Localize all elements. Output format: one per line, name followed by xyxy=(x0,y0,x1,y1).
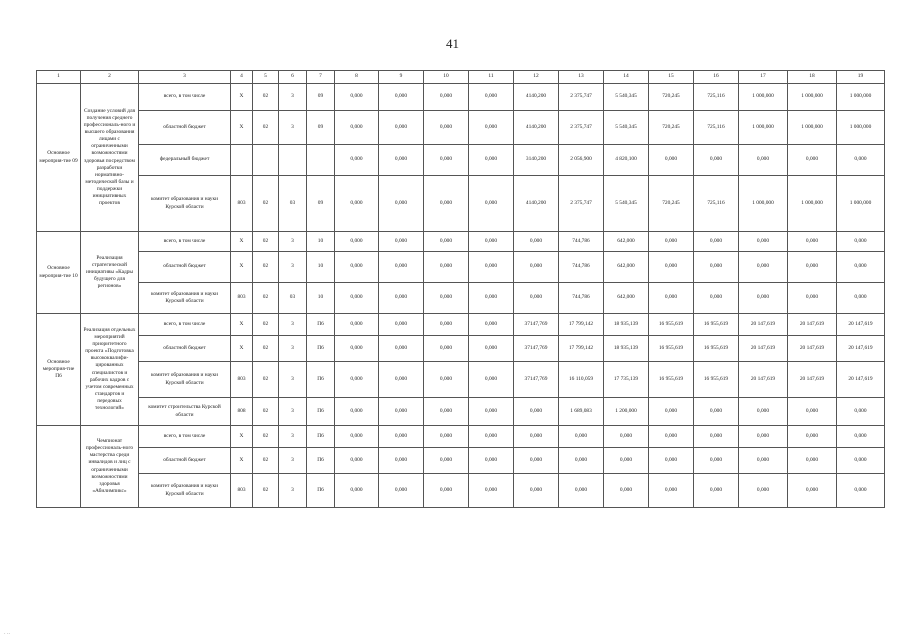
value-cell: 0,000 xyxy=(739,145,788,176)
value-cell: 3 xyxy=(279,362,307,398)
value-cell: 09 xyxy=(307,111,335,145)
value-cell: 0,000 xyxy=(559,448,604,474)
value-cell: 2 375,747 xyxy=(559,84,604,111)
value-cell: 0,000 xyxy=(649,145,694,176)
value-cell: 37147,769 xyxy=(514,336,559,362)
value-cell: 0,000 xyxy=(335,84,379,111)
funding-source-cell: комитет образования и науки Курской области xyxy=(139,362,231,398)
value-cell: 0,000 xyxy=(739,252,788,283)
value-cell: 0,000 xyxy=(469,145,514,176)
value-cell: 3140,200 xyxy=(514,145,559,176)
table-row xyxy=(37,232,885,252)
funding-source-cell: комитет строительства Курской области xyxy=(139,398,231,426)
value-cell: 0,000 xyxy=(788,252,837,283)
value-cell: 0,000 xyxy=(424,314,469,336)
value-cell: 720,245 xyxy=(649,176,694,232)
value-cell: 3 xyxy=(279,426,307,448)
value-cell: 0,000 xyxy=(379,362,424,398)
column-number: 10 xyxy=(424,71,469,84)
column-number: 19 xyxy=(837,71,885,84)
table-row xyxy=(37,252,885,283)
value-cell: 0,000 xyxy=(335,398,379,426)
value-cell: 0,000 xyxy=(469,84,514,111)
value-cell: 20 147,619 xyxy=(739,336,788,362)
value-cell: 0,000 xyxy=(379,111,424,145)
value-cell: 0,000 xyxy=(694,474,739,508)
value-cell: Х xyxy=(231,314,253,336)
value-cell: 0,000 xyxy=(788,283,837,314)
value-cell: 0,000 xyxy=(424,84,469,111)
value-cell: Х xyxy=(231,426,253,448)
value-cell: 0,000 xyxy=(694,283,739,314)
value-cell: 0,000 xyxy=(335,145,379,176)
value-cell: 0,000 xyxy=(837,448,885,474)
value-cell: 720,245 xyxy=(649,111,694,145)
value-cell: П6 xyxy=(307,314,335,336)
value-cell: 20 147,619 xyxy=(837,362,885,398)
value-cell: 0,000 xyxy=(379,84,424,111)
page-number: 41 xyxy=(446,36,459,51)
value-cell: 3 xyxy=(279,314,307,336)
value-cell: 1 000,000 xyxy=(788,84,837,111)
value-cell: 0,000 xyxy=(514,398,559,426)
funding-source-cell: комитет образования и науки Курской области xyxy=(139,176,231,232)
value-cell: 0,000 xyxy=(559,474,604,508)
value-cell: 0,000 xyxy=(739,232,788,252)
event-code-cell: Основное мероприя-тие 09 xyxy=(37,84,81,232)
event-code-cell xyxy=(37,426,81,508)
column-number: 18 xyxy=(788,71,837,84)
value-cell: 03 xyxy=(279,176,307,232)
value-cell: 0,000 xyxy=(837,474,885,508)
column-number: 9 xyxy=(379,71,424,84)
value-cell: 0,000 xyxy=(694,448,739,474)
value-cell: 20 147,619 xyxy=(788,362,837,398)
value-cell: 0,000 xyxy=(469,474,514,508)
value-cell: 803 xyxy=(231,474,253,508)
value-cell: 0,000 xyxy=(739,474,788,508)
funding-source-cell: областной бюджет xyxy=(139,252,231,283)
value-cell: 0,000 xyxy=(379,474,424,508)
table-row xyxy=(37,362,885,398)
value-cell: 09 xyxy=(307,84,335,111)
value-cell: 1 000,000 xyxy=(837,84,885,111)
value-cell: 0,000 xyxy=(424,145,469,176)
value-cell: 20 147,619 xyxy=(739,314,788,336)
value-cell: 1 000,000 xyxy=(788,176,837,232)
value-cell: 3 xyxy=(279,232,307,252)
value-cell: 02 xyxy=(253,448,279,474)
value-cell: 0,000 xyxy=(469,398,514,426)
value-cell: 0,000 xyxy=(788,474,837,508)
table-row xyxy=(37,145,885,176)
value-cell: 5 540,345 xyxy=(604,176,649,232)
value-cell: 0,000 xyxy=(469,426,514,448)
column-number: 12 xyxy=(514,71,559,84)
value-cell: 18 935,139 xyxy=(604,314,649,336)
column-number: 11 xyxy=(469,71,514,84)
value-cell: Х xyxy=(231,252,253,283)
value-cell: 1 000,000 xyxy=(739,176,788,232)
value-cell: 18 935,139 xyxy=(604,336,649,362)
value-cell: 02 xyxy=(253,336,279,362)
value-cell: 20 147,619 xyxy=(788,336,837,362)
table-row xyxy=(37,448,885,474)
value-cell: Х xyxy=(231,232,253,252)
column-number-row xyxy=(37,71,885,84)
value-cell: 16 955,619 xyxy=(694,314,739,336)
value-cell: 0,000 xyxy=(514,426,559,448)
value-cell xyxy=(279,145,307,176)
value-cell: 0,000 xyxy=(837,232,885,252)
value-cell: 0,000 xyxy=(514,474,559,508)
value-cell: 02 xyxy=(253,84,279,111)
event-name-cell: Создание условий для получения среднего профессиональ-ного и высшего образования лицами с ограниченными возможностями здоровья посредством разработки нормативно-методической базы и поддержки инициативных проектов xyxy=(81,84,139,232)
value-cell: 725,116 xyxy=(694,176,739,232)
column-number: 4 xyxy=(231,71,253,84)
funding-source-cell: федеральный бюджет xyxy=(139,145,231,176)
value-cell: 0,000 xyxy=(694,145,739,176)
value-cell: П6 xyxy=(307,398,335,426)
value-cell: 0,000 xyxy=(837,252,885,283)
value-cell: 0,000 xyxy=(469,176,514,232)
value-cell: 0,000 xyxy=(788,398,837,426)
value-cell: 20 147,619 xyxy=(788,314,837,336)
value-cell: 0,000 xyxy=(694,426,739,448)
column-number: 6 xyxy=(279,71,307,84)
value-cell: 16 955,619 xyxy=(649,362,694,398)
funding-source-cell: комитет образования и науки Курской области xyxy=(139,474,231,508)
column-number: 15 xyxy=(649,71,694,84)
table-row xyxy=(37,398,885,426)
value-cell: 0,000 xyxy=(379,314,424,336)
value-cell: 0,000 xyxy=(604,448,649,474)
value-cell: 0,000 xyxy=(335,362,379,398)
value-cell: П6 xyxy=(307,362,335,398)
value-cell: 0,000 xyxy=(604,426,649,448)
value-cell: 0,000 xyxy=(469,283,514,314)
table-row xyxy=(37,84,885,111)
value-cell: 0,000 xyxy=(788,232,837,252)
column-number: 13 xyxy=(559,71,604,84)
value-cell: 0,000 xyxy=(424,448,469,474)
value-cell: 0,000 xyxy=(788,145,837,176)
value-cell: 02 xyxy=(253,111,279,145)
value-cell: 0,000 xyxy=(649,283,694,314)
value-cell: 02 xyxy=(253,398,279,426)
value-cell: 0,000 xyxy=(469,232,514,252)
column-number: 2 xyxy=(81,71,139,84)
funding-source-cell: областной бюджет xyxy=(139,111,231,145)
value-cell: 1 000,000 xyxy=(788,111,837,145)
value-cell: 0,000 xyxy=(379,176,424,232)
value-cell: 17 799,142 xyxy=(559,336,604,362)
value-cell: 0,000 xyxy=(469,336,514,362)
value-cell: 0,000 xyxy=(424,252,469,283)
value-cell: 3 xyxy=(279,398,307,426)
value-cell: 02 xyxy=(253,252,279,283)
value-cell: 16 955,619 xyxy=(649,336,694,362)
value-cell: 03 xyxy=(279,283,307,314)
value-cell: 1 000,000 xyxy=(739,84,788,111)
column-number: 3 xyxy=(139,71,231,84)
value-cell: 02 xyxy=(253,314,279,336)
value-cell: 16 955,619 xyxy=(694,362,739,398)
value-cell: 0,000 xyxy=(335,176,379,232)
value-cell xyxy=(307,145,335,176)
scan-mark: . .. xyxy=(4,630,10,636)
value-cell: 0,000 xyxy=(335,111,379,145)
value-cell: 09 xyxy=(307,176,335,232)
value-cell: 0,000 xyxy=(604,474,649,508)
value-cell: 0,000 xyxy=(514,448,559,474)
value-cell: 3 xyxy=(279,111,307,145)
value-cell: 808 xyxy=(231,398,253,426)
value-cell: 1 200,000 xyxy=(604,398,649,426)
value-cell: 744,786 xyxy=(559,252,604,283)
value-cell: 0,000 xyxy=(694,252,739,283)
value-cell: 2 056,900 xyxy=(559,145,604,176)
table-row xyxy=(37,176,885,232)
value-cell: 16 955,619 xyxy=(649,314,694,336)
value-cell: 0,000 xyxy=(379,448,424,474)
value-cell: 5 540,345 xyxy=(604,84,649,111)
value-cell: 5 540,345 xyxy=(604,111,649,145)
column-number: 5 xyxy=(253,71,279,84)
funding-source-cell: всего, в том числе xyxy=(139,232,231,252)
value-cell: 0,000 xyxy=(424,283,469,314)
value-cell: 16 110,059 xyxy=(559,362,604,398)
value-cell: 0,000 xyxy=(837,398,885,426)
value-cell: 0,000 xyxy=(379,398,424,426)
funding-source-cell: всего, в том числе xyxy=(139,426,231,448)
value-cell: 20 147,619 xyxy=(739,362,788,398)
value-cell: 3 xyxy=(279,448,307,474)
table-row xyxy=(37,314,885,336)
value-cell: 20 147,619 xyxy=(837,314,885,336)
value-cell: 0,000 xyxy=(739,398,788,426)
value-cell: 16 955,619 xyxy=(694,336,739,362)
value-cell: 0,000 xyxy=(514,283,559,314)
value-cell: 0,000 xyxy=(335,252,379,283)
value-cell: 02 xyxy=(253,426,279,448)
value-cell: 0,000 xyxy=(514,232,559,252)
table-row xyxy=(37,474,885,508)
value-cell: 725,116 xyxy=(694,84,739,111)
event-name-cell: Реализация стратегической инициативы «Кадры будущего для регионов» xyxy=(81,232,139,314)
funding-source-cell: областной бюджет xyxy=(139,336,231,362)
value-cell: 17 735,139 xyxy=(604,362,649,398)
budget-table xyxy=(36,70,885,508)
value-cell: 0,000 xyxy=(559,426,604,448)
value-cell: 0,000 xyxy=(379,252,424,283)
value-cell: 0,000 xyxy=(837,283,885,314)
value-cell: 0,000 xyxy=(694,232,739,252)
value-cell: Х xyxy=(231,336,253,362)
value-cell: 2 375,747 xyxy=(559,176,604,232)
value-cell: 0,000 xyxy=(649,474,694,508)
column-number: 7 xyxy=(307,71,335,84)
value-cell: 1 000,000 xyxy=(837,176,885,232)
value-cell: 0,000 xyxy=(514,252,559,283)
value-cell: 0,000 xyxy=(424,426,469,448)
table-row xyxy=(37,111,885,145)
value-cell: 4140,200 xyxy=(514,176,559,232)
table-row xyxy=(37,283,885,314)
column-number: 16 xyxy=(694,71,739,84)
value-cell: 0,000 xyxy=(335,314,379,336)
value-cell: 0,000 xyxy=(649,232,694,252)
value-cell: 37147,769 xyxy=(514,362,559,398)
value-cell: 10 xyxy=(307,283,335,314)
value-cell: 0,000 xyxy=(788,426,837,448)
value-cell: 02 xyxy=(253,232,279,252)
value-cell: 642,000 xyxy=(604,252,649,283)
value-cell: 0,000 xyxy=(739,283,788,314)
event-code-cell: Основное мероприя-тие П6 xyxy=(37,314,81,426)
value-cell: 1 000,000 xyxy=(739,111,788,145)
value-cell: 3 xyxy=(279,252,307,283)
value-cell: 744,786 xyxy=(559,232,604,252)
value-cell: 0,000 xyxy=(335,474,379,508)
value-cell xyxy=(253,145,279,176)
value-cell: 0,000 xyxy=(837,426,885,448)
value-cell: 0,000 xyxy=(379,283,424,314)
value-cell: Х xyxy=(231,448,253,474)
value-cell: 0,000 xyxy=(649,252,694,283)
value-cell: 02 xyxy=(253,283,279,314)
value-cell: 0,000 xyxy=(649,426,694,448)
value-cell: П6 xyxy=(307,448,335,474)
value-cell: 0,000 xyxy=(837,145,885,176)
value-cell: 4140,200 xyxy=(514,84,559,111)
value-cell: 0,000 xyxy=(469,362,514,398)
value-cell: 0,000 xyxy=(335,448,379,474)
event-name-cell: Чемпионат профессиональ-ного мастерства среди инвалидов и лиц с ограниченными возможностями здоровья «Абилимпикс» xyxy=(81,426,139,508)
value-cell: 642,000 xyxy=(604,283,649,314)
value-cell: 803 xyxy=(231,283,253,314)
value-cell: 744,786 xyxy=(559,283,604,314)
value-cell: 17 799,142 xyxy=(559,314,604,336)
value-cell: 0,000 xyxy=(335,232,379,252)
value-cell: 0,000 xyxy=(424,336,469,362)
value-cell: 0,000 xyxy=(469,314,514,336)
value-cell: 0,000 xyxy=(335,336,379,362)
value-cell: 02 xyxy=(253,362,279,398)
funding-source-cell: всего, в том числе xyxy=(139,314,231,336)
value-cell: 803 xyxy=(231,362,253,398)
value-cell: 0,000 xyxy=(379,232,424,252)
value-cell: 3 xyxy=(279,84,307,111)
value-cell: 0,000 xyxy=(424,362,469,398)
value-cell: 0,000 xyxy=(649,448,694,474)
value-cell: 0,000 xyxy=(739,426,788,448)
value-cell: 3 xyxy=(279,336,307,362)
value-cell: 10 xyxy=(307,252,335,283)
value-cell: 0,000 xyxy=(469,111,514,145)
value-cell: 0,000 xyxy=(424,398,469,426)
value-cell: 0,000 xyxy=(788,448,837,474)
value-cell: 725,116 xyxy=(694,111,739,145)
value-cell: 0,000 xyxy=(379,336,424,362)
column-number: 8 xyxy=(335,71,379,84)
value-cell: 0,000 xyxy=(379,145,424,176)
value-cell: П6 xyxy=(307,474,335,508)
funding-source-cell: комитет образования и науки Курской области xyxy=(139,283,231,314)
value-cell: 0,000 xyxy=(424,176,469,232)
value-cell: 0,000 xyxy=(424,474,469,508)
value-cell: 02 xyxy=(253,176,279,232)
value-cell: 10 xyxy=(307,232,335,252)
table-row xyxy=(37,426,885,448)
value-cell: 0,000 xyxy=(379,426,424,448)
value-cell: Х xyxy=(231,84,253,111)
value-cell: Х xyxy=(231,111,253,145)
value-cell: П6 xyxy=(307,426,335,448)
event-name-cell: Реализация отдельных мероприятий приоритетного проекта «Подготовка высококвалифи-цированных специалистов и рабочих кадров с учетом современных стандартов и передовых технологий» xyxy=(81,314,139,426)
value-cell: 20 147,619 xyxy=(837,336,885,362)
column-number: 17 xyxy=(739,71,788,84)
value-cell: 803 xyxy=(231,176,253,232)
value-cell: 0,000 xyxy=(739,448,788,474)
value-cell: 4140,200 xyxy=(514,111,559,145)
funding-source-cell: всего, в том числе xyxy=(139,84,231,111)
value-cell: 0,000 xyxy=(469,448,514,474)
value-cell: 642,000 xyxy=(604,232,649,252)
value-cell: 0,000 xyxy=(694,398,739,426)
value-cell: 1 689,083 xyxy=(559,398,604,426)
table-row xyxy=(37,336,885,362)
value-cell: 0,000 xyxy=(424,111,469,145)
value-cell xyxy=(231,145,253,176)
funding-source-cell: областной бюджет xyxy=(139,448,231,474)
column-number: 14 xyxy=(604,71,649,84)
value-cell: 3 xyxy=(279,474,307,508)
value-cell: 720,245 xyxy=(649,84,694,111)
column-number: 1 xyxy=(37,71,81,84)
value-cell: 2 375,747 xyxy=(559,111,604,145)
value-cell: 02 xyxy=(253,474,279,508)
value-cell: 1 000,000 xyxy=(837,111,885,145)
value-cell: 0,000 xyxy=(649,398,694,426)
value-cell: 4 820,100 xyxy=(604,145,649,176)
value-cell: 0,000 xyxy=(424,232,469,252)
value-cell: 37147,769 xyxy=(514,314,559,336)
value-cell: 0,000 xyxy=(469,252,514,283)
event-code-cell: Основное мероприя-тие 10 xyxy=(37,232,81,314)
value-cell: П6 xyxy=(307,336,335,362)
value-cell: 0,000 xyxy=(335,426,379,448)
value-cell: 0,000 xyxy=(335,283,379,314)
